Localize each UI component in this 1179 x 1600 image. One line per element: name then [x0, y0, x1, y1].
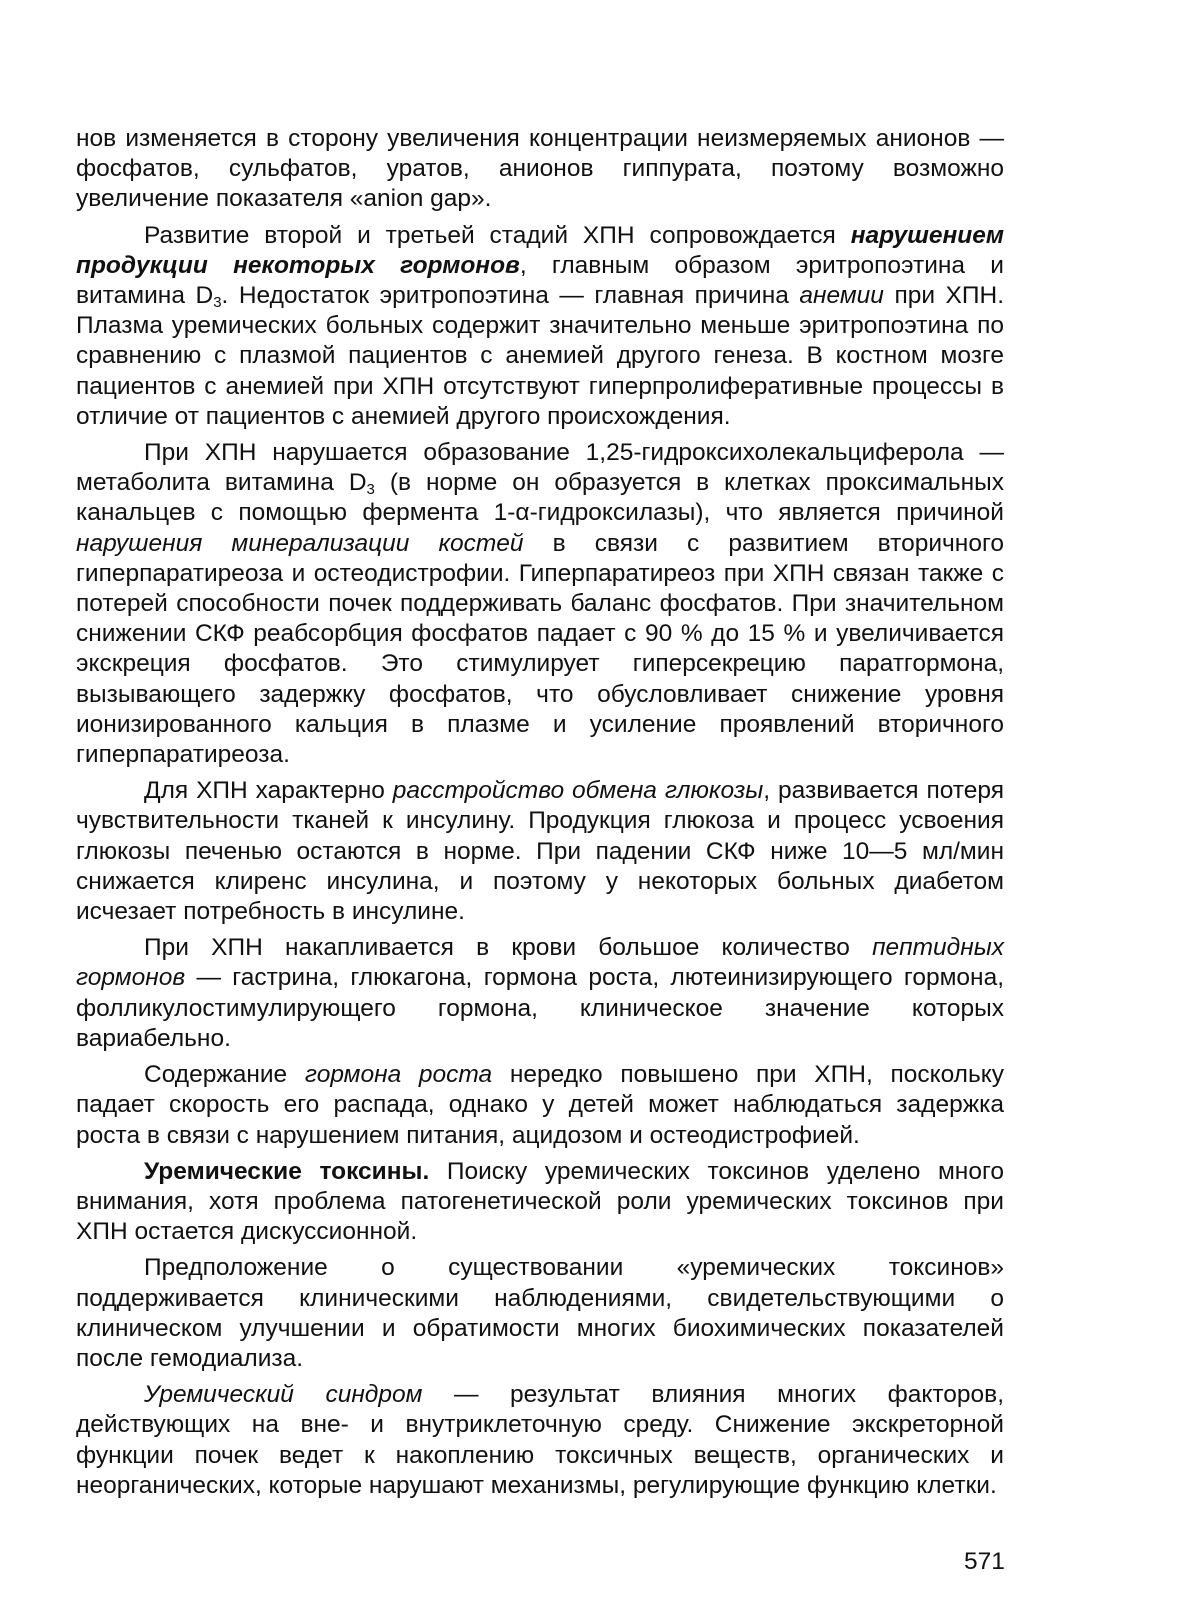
text-run: Содержание [144, 1061, 305, 1089]
paragraph-hormone-production [76, 221, 1004, 432]
text-run: — результат влияния многих факторов, действующих на вне- и внутриклеточную среду. Снижение экскреторной функции почек ведет к накоплению токсичных веществ, органических и неорганических, которые нарушают механизмы, регулирующие функцию клетки. [76, 1381, 1005, 1499]
text-run: при ХПН. Плазма уремических больных содержит значительно меньше эритропоэтина по сравнению с плазмой пациентов с анемией другого генеза. В костном мозге пациентов с анемией при ХПН отсутствуют гиперпролиферативные процессы в отличие от пациентов с анемией другого происхождения. [76, 282, 1004, 430]
subscript: 3 [213, 294, 222, 312]
emphasis-bold-italic: нарушением продукции некоторых гормонов [76, 221, 1004, 279]
text-run: (в норме он образуется в клетках проксимальных канальцев с помощью фермента 1-α-гидроксилазы), что является причиной [76, 469, 1004, 527]
text-run: , главным образом эритропоэтина и витамина D [76, 251, 1004, 310]
text-run: Поиску уремических токсинов уделено много внимания, хотя проблема патогенетической роли уремических токсинов при ХПН остается дискуссионной. [76, 1157, 1004, 1246]
paragraph-text: Предположение о существовании «уремических токсинов» поддерживается клиническими наблюдениями, свидетельствующими о клиническом улучшении и обратимости многих биохимических показателей после гемодиализа. [76, 1254, 1004, 1372]
emphasis-italic: гормона роста [304, 1061, 493, 1089]
text-run: в связи с развитием вторичного гиперпаратиреоза и остеодистрофии. Гиперпаратиреоз при ХПН связан также с потерей способности почек поддерживать баланс фосфатов. При значительном снижении СКФ реабсорбция фосфатов падает с 90 % до 15 % и увеличивается экскреция фосфатов. Это стимулирует гиперсекрецию паратгормона, вызывающего задержку фосфатов, что обусловливает снижение уровня ионизированного кальция в плазме и усиление проявлений вторичного гиперпаратиреоза. [76, 529, 1004, 769]
emphasis-italic: Уремический синдром [144, 1381, 423, 1409]
paragraph-toxin-hypothesis [76, 1253, 1004, 1374]
paragraph-peptide-hormones [76, 933, 1004, 1054]
paragraph-anion-gap [76, 124, 1004, 215]
page-number: 571 [964, 1548, 1005, 1575]
run-in-heading: Уремические токсины. [144, 1157, 430, 1185]
paragraph-glucose [76, 776, 1004, 927]
emphasis-italic: расстройство обмена глюкозы [392, 777, 764, 805]
text-run: — гастрина, глюкагона, гормона роста, лютеинизирующего гормона, фолликулостимулирующего гормона, клиническое значение которых вариабельно. [76, 964, 1004, 1052]
paragraph-uremic-syndrome [76, 1380, 1004, 1501]
emphasis-italic: пептидных гормонов [76, 934, 1004, 992]
text-run: нередко повышено при ХПН, поскольку падает скорость его распада, однако у детей может наблюдаться задержка роста в связи с нарушением питания, ацидозом и остеодистрофией. [76, 1061, 1004, 1149]
page-body [76, 124, 1004, 1501]
paragraph-vitamin-d [76, 438, 1004, 770]
text-run: При ХПН накапливается в крови большое количество [144, 934, 873, 962]
text-run: , развивается потеря чувствительности тканей к инсулину. Продукция глюкоза и процесс усвоения глюкозы печенью остаются в норме. При падении СКФ ниже 10—5 мл/мин снижается клиренс инсулина, и поэтому у некоторых больных диабетом исчезает потребность в инсулине. [76, 777, 1004, 926]
text-run: . Недостаток эритропоэтина — главная причина [221, 282, 800, 310]
text-run: При ХПН нарушается образование 1,25-гидроксихолекальциферола — метаболита витамина D [76, 439, 1004, 497]
paragraph-growth-hormone [76, 1060, 1004, 1151]
paragraph-uremic-toxins [76, 1157, 1004, 1248]
text-run: Развитие второй и третьей стадий ХПН сопровождается [144, 221, 851, 249]
emphasis-italic: анемии [799, 282, 884, 310]
emphasis-italic: нарушения минерализации костей [76, 529, 524, 557]
paragraph-text: нов изменяется в сторону увеличения концентрации неизмеряемых анионов — фосфатов, сульфатов, уратов, анионов гиппурата, поэтому возможно увеличение показателя «anion gap». [76, 125, 1004, 213]
text-run: Для ХПН характерно [144, 777, 393, 805]
subscript: 3 [366, 481, 375, 499]
